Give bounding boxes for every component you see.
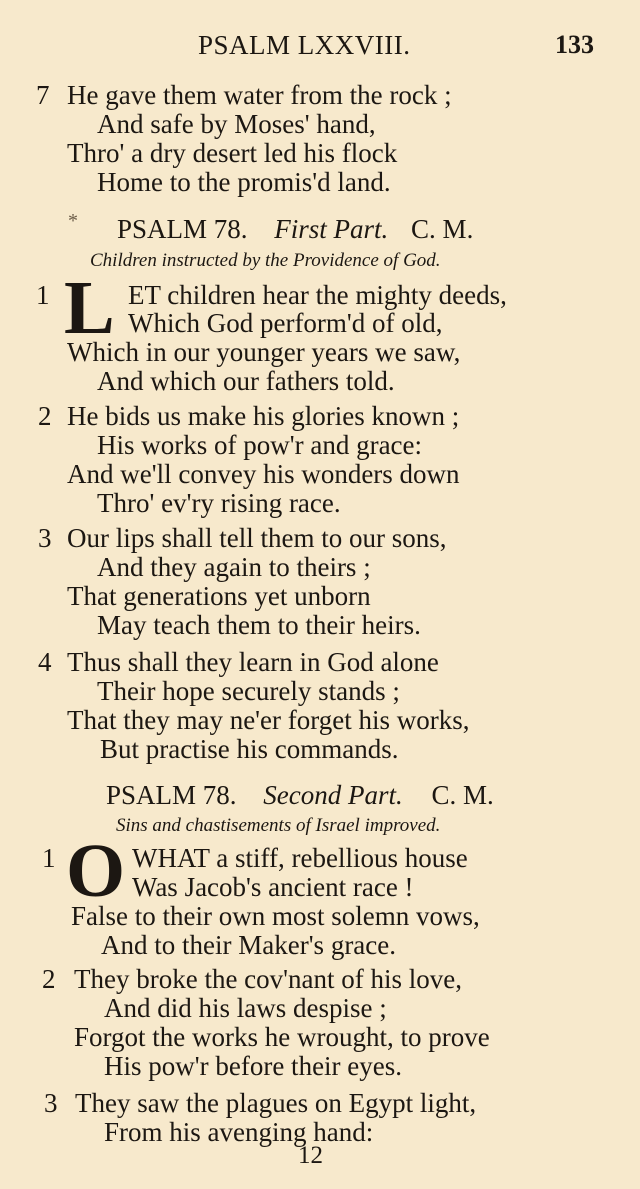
verse-number: 1 bbox=[36, 280, 50, 310]
verse-line: His works of pow'r and grace: bbox=[97, 430, 423, 460]
verse-line: From his avenging hand: bbox=[104, 1117, 374, 1147]
verse-number: 3 bbox=[38, 523, 52, 553]
verse-line: Forgot the works he wrought, to prove bbox=[74, 1022, 490, 1052]
verse-number: 1 bbox=[42, 843, 56, 873]
verse-line: ET children hear the mighty deeds, bbox=[128, 280, 507, 310]
verse-line: He gave them water from the rock ; bbox=[67, 80, 452, 110]
section-subtitle: Sins and chastisements of Israel improved. bbox=[116, 815, 441, 836]
drop-cap: O bbox=[66, 829, 126, 913]
verse-line: And did his laws despise ; bbox=[104, 993, 387, 1023]
verse-line: But practise his commands. bbox=[100, 734, 399, 764]
verse-line: Thro' ev'ry rising race. bbox=[97, 488, 341, 518]
verse-line: They saw the plagues on Egypt light, bbox=[75, 1088, 477, 1118]
verse-line: That generations yet unborn bbox=[67, 581, 371, 611]
verse-line: That they may ne'er forget his works, bbox=[67, 705, 470, 735]
verse-line: He bids us make his glories known ; bbox=[67, 401, 460, 431]
verse-line: They broke the cov'nant of his love, bbox=[74, 964, 463, 994]
running-head bbox=[0, 30, 640, 64]
verse-line: And they again to theirs ; bbox=[97, 552, 371, 582]
verse-line: May teach them to their heirs. bbox=[97, 610, 421, 640]
section-heading-part2 bbox=[106, 780, 494, 811]
verse-line: False to their own most solemn vows, bbox=[71, 901, 480, 931]
verse-line: Which God perform'd of old, bbox=[128, 308, 443, 338]
verse-number: 7 bbox=[36, 80, 50, 110]
section-heading-part1 bbox=[117, 214, 473, 245]
verse-line: WHAT a stiff, rebellious house bbox=[132, 843, 468, 873]
verse-line: Our lips shall tell them to our sons, bbox=[67, 523, 447, 553]
verse-number: 3 bbox=[44, 1088, 58, 1118]
printer-signature: 12 bbox=[298, 1142, 323, 1169]
verse-line: Thro' a dry desert led his flock bbox=[67, 138, 398, 168]
section-subtitle: Children instructed by the Providence of God. bbox=[90, 250, 441, 271]
verse-line: And which our fathers told. bbox=[97, 366, 395, 396]
verse-number: 4 bbox=[38, 647, 52, 677]
verse-line: Thus shall they learn in God alone bbox=[67, 647, 439, 677]
page-number: 133 bbox=[555, 30, 594, 59]
verse-line: Was Jacob's ancient race ! bbox=[132, 872, 414, 902]
verse-line: And safe by Moses' hand, bbox=[97, 109, 376, 139]
page-title: PSALM LXXVIII. bbox=[198, 30, 411, 60]
drop-cap: L bbox=[64, 266, 115, 350]
asterisk-mark: * bbox=[68, 210, 78, 232]
verse-line: And we'll convey his wonders down bbox=[67, 459, 460, 489]
part-label: First Part. bbox=[274, 214, 389, 244]
verse-line: His pow'r before their eyes. bbox=[104, 1051, 403, 1081]
part-label: Second Part. bbox=[263, 780, 403, 810]
verse-number: 2 bbox=[42, 964, 56, 994]
verse-line: Which in our younger years we saw, bbox=[67, 337, 461, 367]
meter-label: C. M. bbox=[431, 780, 494, 810]
verse-line: And to their Maker's grace. bbox=[101, 930, 397, 960]
meter-label: C. M. bbox=[411, 214, 474, 244]
psalm-label: PSALM 78. bbox=[106, 780, 237, 810]
verse-line: Home to the promis'd land. bbox=[97, 167, 391, 197]
verse-line: Their hope securely stands ; bbox=[97, 676, 400, 706]
verse-number: 2 bbox=[38, 401, 52, 431]
psalm-label: PSALM 78. bbox=[117, 214, 248, 244]
